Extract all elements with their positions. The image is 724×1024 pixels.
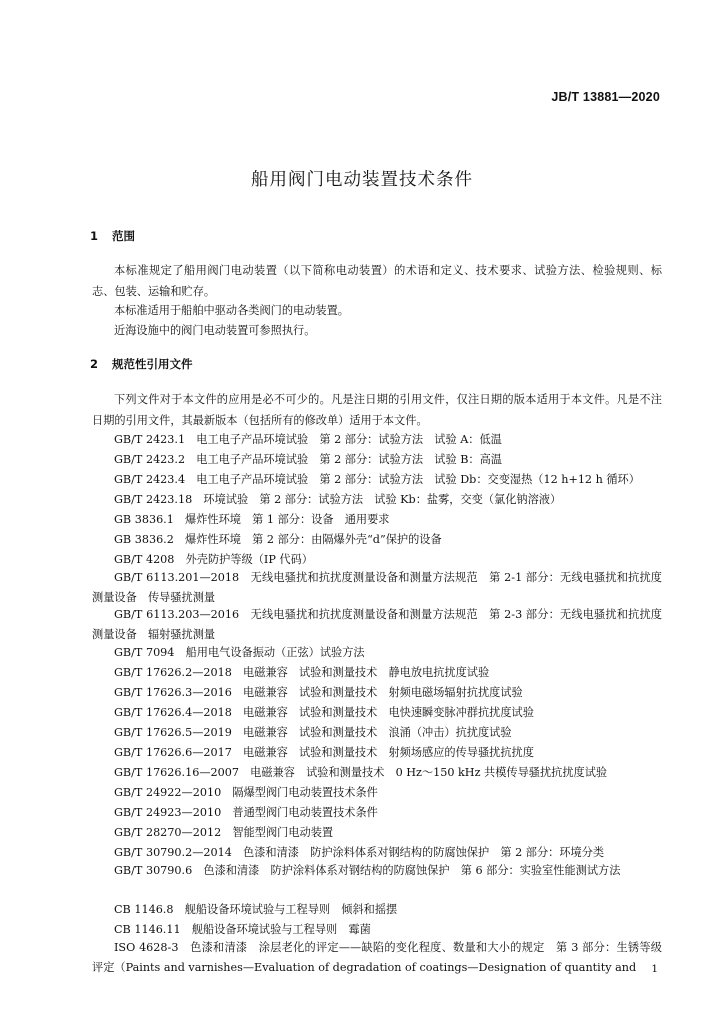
reference-item: GB/T 2423.18 环境试验 第 2 部分：试验方法 试验 Kb：盐雾，交变（氯化钠溶液）	[114, 493, 562, 506]
standard-code: JB/T 13881—2020	[551, 90, 660, 104]
reference-item: CB 1146.11 舰船设备环境试验与工程导则 霉菌	[114, 923, 371, 936]
reference-item: GB/T 2423.1 电工电子产品环境试验 第 2 部分：试验方法 试验 A：低温	[114, 433, 502, 446]
section-2-title: 规范性引用文件	[112, 357, 193, 371]
section-1-paragraph-2: 本标准适用于船舶中驱动各类阀门的电动装置。	[114, 304, 349, 317]
reference-item: GB/T 28270—2012 智能型阀门电动装置	[114, 826, 334, 839]
page-number: 1	[651, 963, 658, 975]
reference-item: GB/T 30790.2—2014 色漆和清漆 防护涂料体系对钢结构的防腐蚀保护 第 2 部分：环境分类	[114, 846, 605, 859]
reference-item: GB/T 4208 外壳防护等级（IP 代码）	[114, 553, 313, 566]
reference-item: GB/T 6113.201—2018 无线电骚扰和抗扰度测量设备和测量方法规范 第 2-1 部分：无线电骚扰和抗扰度测量设备 传导骚扰测量	[92, 571, 662, 605]
reference-item: GB/T 6113.203—2016 无线电骚扰和抗扰度测量设备和测量方法规范 第 2-3 部分：无线电骚扰和抗扰度测量设备 辐射骚扰测量	[92, 608, 662, 642]
reference-item: GB 3836.1 爆炸性环境 第 1 部分：设备 通用要求	[114, 513, 390, 526]
section-2-heading	[90, 356, 193, 372]
reference-item: GB/T 7094 船用电气设备振动（正弦）试验方法	[114, 646, 365, 659]
document-title: 船用阀门电动装置技术条件	[251, 170, 473, 190]
reference-item: GB/T 24923—2010 普通型阀门电动装置技术条件	[114, 806, 378, 819]
reference-item: GB/T 24922—2010 隔爆型阀门电动装置技术条件	[114, 786, 378, 799]
section-1-paragraph-3: 近海设施中的阀门电动装置可参照执行。	[114, 324, 316, 337]
reference-item: GB/T 17626.16—2007 电磁兼容 试验和测量技术 0 Hz～150 kHz 共模传导骚扰抗扰度试验	[114, 766, 608, 779]
section-1-heading	[90, 228, 135, 244]
reference-item: GB/T 2423.4 电工电子产品环境试验 第 2 部分：试验方法 试验 Db：交变湿热（12 h+12 h 循环）	[114, 473, 640, 486]
reference-item: CB 1146.8 舰船设备环境试验与工程导则 倾斜和摇摆	[114, 903, 398, 916]
reference-item: GB 3836.2 爆炸性环境 第 2 部分：由隔爆外壳“d”保护的设备	[114, 533, 442, 546]
reference-item: GB/T 17626.3—2016 电磁兼容 试验和测量技术 射频电磁场辐射抗扰度试验	[114, 686, 523, 699]
section-2-number: 2	[90, 357, 99, 371]
reference-item: GB/T 17626.6—2017 电磁兼容 试验和测量技术 射频场感应的传导骚扰抗扰度	[114, 746, 534, 759]
reference-item: GB/T 17626.4—2018 电磁兼容 试验和测量技术 电快速瞬变脉冲群抗扰度试验	[114, 706, 534, 719]
reference-item: GB/T 17626.2—2018 电磁兼容 试验和测量技术 静电放电抗扰度试验	[114, 666, 490, 679]
section-1-number: 1	[90, 229, 99, 243]
reference-item: GB/T 30790.6 色漆和清漆 防护涂料体系对钢结构的防腐蚀保护 第 6 部分：实验室性能测试方法	[114, 864, 621, 877]
reference-item: GB/T 17626.5—2019 电磁兼容 试验和测量技术 浪涌（冲击）抗扰度试验	[114, 726, 512, 739]
section-1-paragraph-1: 本标准规定了船用阀门电动装置（以下简称电动装置）的术语和定义、技术要求、试验方法、检验规则、标志、包装、运输和贮存。	[92, 264, 662, 298]
section-1-title: 范围	[112, 229, 135, 243]
section-2-intro: 下列文件对于本文件的应用是必不可少的。凡是注日期的引用文件，仅注日期的版本适用于本文件。凡是不注日期的引用文件，其最新版本（包括所有的修改单）适用于本文件。	[92, 393, 662, 427]
reference-item: ISO 4628-3 色漆和清漆 涂层老化的评定——缺陷的变化程度、数量和大小的规定 第 3 部分：生锈等级评定（Paints and varnishes—Evaluation of degradation of coatings—Designation of quantity and	[92, 941, 662, 975]
reference-item: GB/T 2423.2 电工电子产品环境试验 第 2 部分：试验方法 试验 B：高温	[114, 453, 502, 466]
